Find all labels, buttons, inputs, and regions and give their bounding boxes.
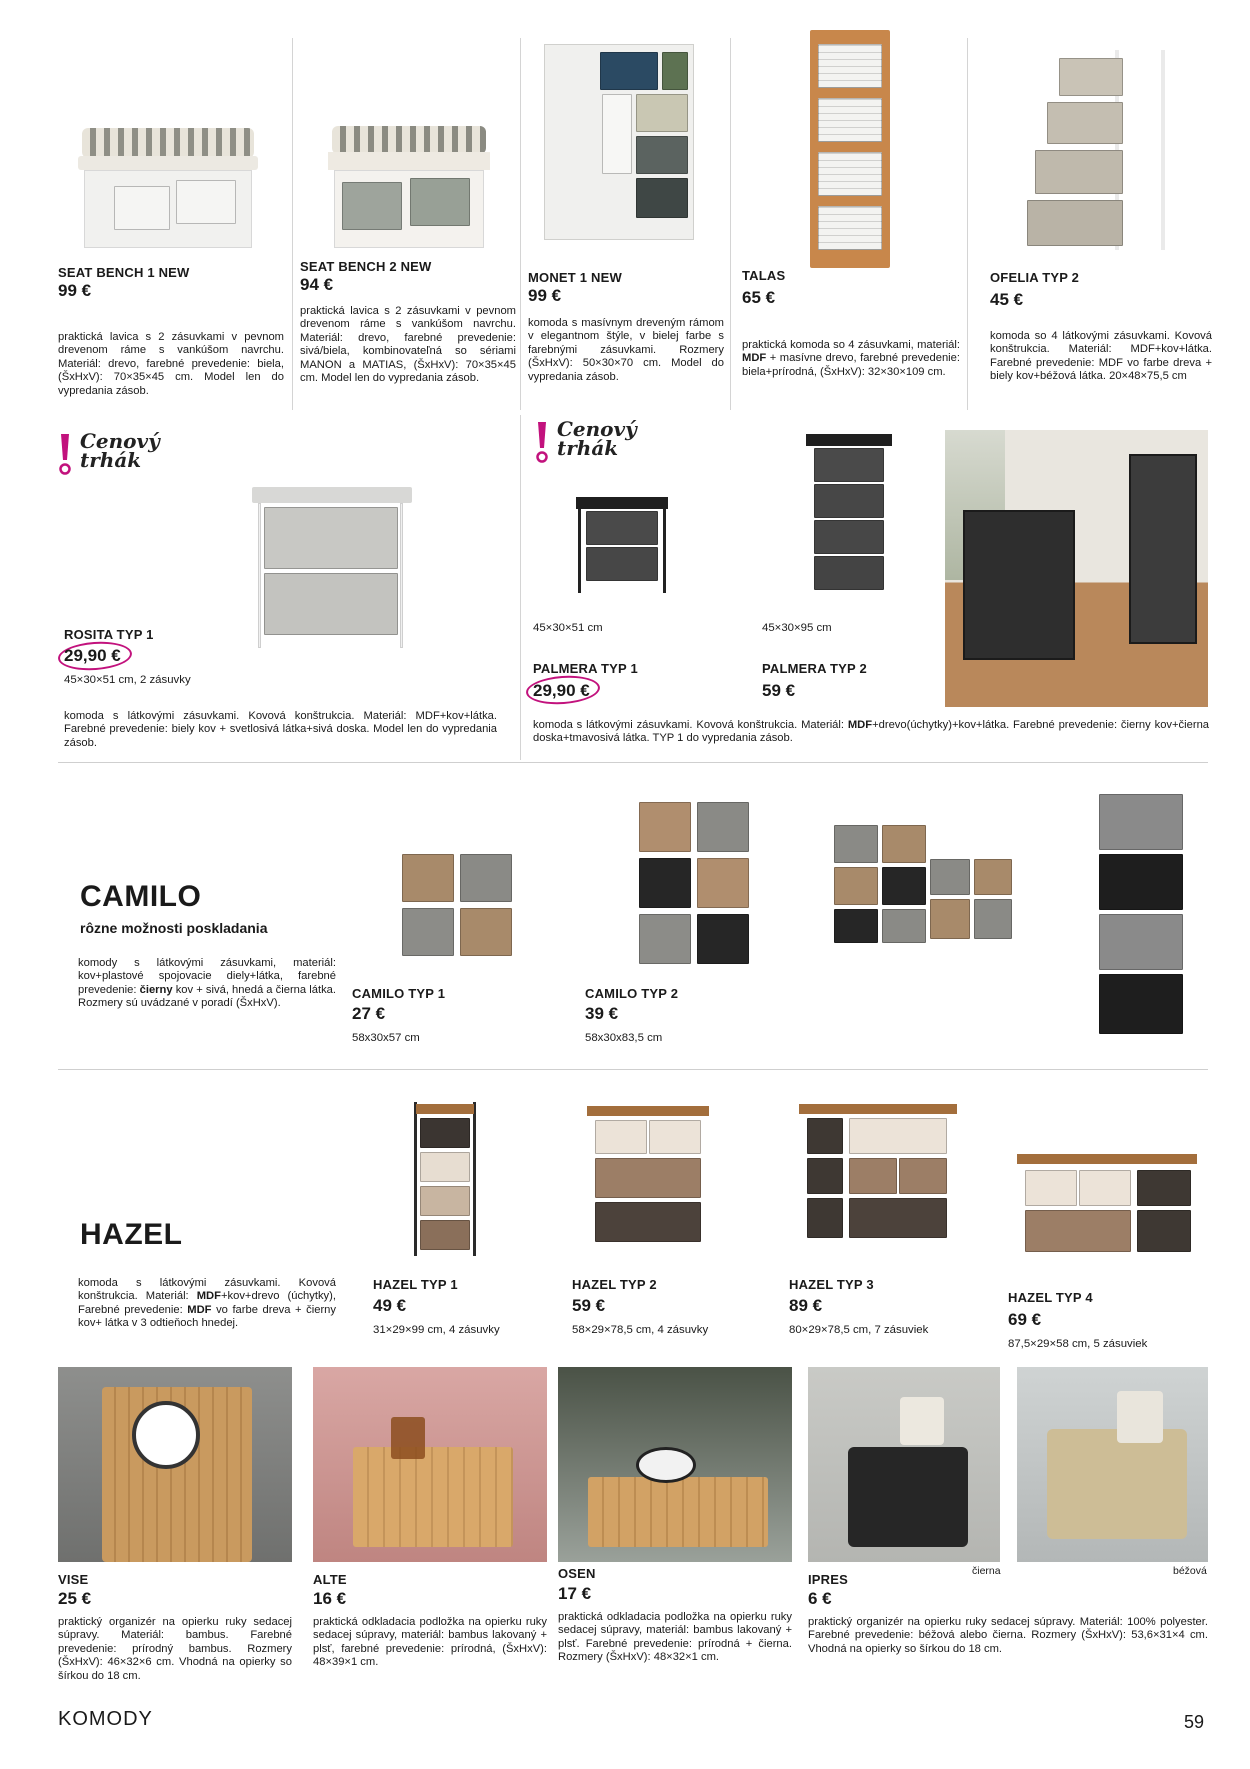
product-name: HAZEL TYP 3 xyxy=(789,1277,874,1292)
product-name: OSEN xyxy=(558,1566,596,1581)
hazel-3-image xyxy=(797,1100,959,1258)
footer-section-label: KOMODY xyxy=(58,1708,153,1730)
page-number: 59 xyxy=(1184,1712,1205,1732)
exclamation-icon xyxy=(535,420,549,464)
product-description: praktická odkladacia podložka na opierku ruky sedacej súpravy, materiál: bambus lakovaný + plsť. Farebné prevedenie: prírodná + čierna. Rozmery (ŠxHxV): 48×32×1 cm. xyxy=(558,1611,792,1664)
product-dimensions: 45×30×51 cm, 2 zásuvky xyxy=(64,674,191,686)
product-price: 65 € xyxy=(742,288,776,307)
camilo-combo-image xyxy=(830,815,1015,945)
section-description: komody s látkovými zásuvkami, materiál: kov+plastové spojovacie diely+látka, farebné prevedenie: čierny kov + sivá, hnedá a čierna látka. Rozmery sú uvádzané v poradí (ŠxHxV). xyxy=(78,957,337,1010)
product-description: praktická lavica s 2 zásuvkami v pevnom drevenom ráme s vankúšom navrchu. Materiál: drevo, farebné prevedenie: sivá/biela, kombinovateľná so sériami MANON a MATIAS, (ŠxHxV): 70×35×45 cm. Model len do vypredania zásob. xyxy=(300,305,516,385)
product-name: HAZEL TYP 4 xyxy=(1008,1290,1093,1305)
rosita-1-image xyxy=(250,485,415,653)
product-price: 49 € xyxy=(373,1296,407,1315)
product-price: 29,90 € xyxy=(533,681,590,700)
color-label: čierna xyxy=(972,1565,1001,1577)
product-name: MONET 1 NEW xyxy=(528,270,622,285)
section-subtitle: rôzne možnosti poskladania xyxy=(80,920,268,936)
product-description: komoda s masívnym dreveným rámom v elegantnom štýle, v bielej farbe s farebnými zásuvkami. Rozmery (ŠxHxV): 50×30×70 cm. Model do vypredania zásob. xyxy=(528,317,724,383)
price-hit-badge: Cenový trhák xyxy=(58,432,198,482)
product-price: 59 € xyxy=(572,1296,606,1315)
product-price: 39 € xyxy=(585,1004,619,1023)
exclamation-icon xyxy=(58,432,72,476)
ipres-black-photo xyxy=(808,1367,1000,1562)
hazel-2-image xyxy=(585,1102,711,1256)
product-dimensions: 58x30x83,5 cm xyxy=(585,1032,663,1044)
product-description: komoda so 4 látkovými zásuvkami. Kovová konštrukcia. Materiál: MDF+kov+látka. Farebné prevedenie: MDF vo farbe dreva + biely kov+béžová látka. 20×48×75,5 cm xyxy=(990,330,1212,383)
product-dimensions: 31×29×99 cm, 4 zásuvky xyxy=(373,1324,500,1336)
product-name: ROSITA TYP 1 xyxy=(64,627,154,642)
product-description: praktický organizér na opierku ruky sedacej súpravy. Materiál: bambus. Farebné prevedenie: prírodný bambus. Rozmery (ŠxHxV): 46×32×6 cm. Vhodná na opierky so šírkou do 18 cm. xyxy=(58,1616,292,1682)
product-price: 99 € xyxy=(58,281,92,300)
room-photo xyxy=(945,430,1208,707)
product-price: 99 € xyxy=(528,286,562,305)
vise-photo xyxy=(58,1367,292,1562)
product-name: SEAT BENCH 2 NEW xyxy=(300,259,432,274)
seat-bench-1-image xyxy=(78,128,258,256)
product-description: komoda s látkovými zásuvkami. Kovová konštrukcia. Materiál: MDF+kov+látka. Farebné prevedenie: biely kov + svetlosivá látka+sivá doska. Model len do vypredania zásob. xyxy=(64,710,497,749)
product-dimensions: 58x30x57 cm xyxy=(352,1032,420,1044)
product-dimensions: 45×30×95 cm xyxy=(762,622,832,634)
product-description: praktická komoda so 4 zásuvkami, materiál: MDF + masívne drevo, farebné prevedenie: biela+prírodná, (ŠxHxV): 32×30×109 cm. xyxy=(742,339,960,378)
section-title: CAMILO xyxy=(80,880,202,913)
hazel-4-image xyxy=(1015,1150,1200,1268)
product-name: CAMILO TYP 2 xyxy=(585,986,679,1001)
osen-photo xyxy=(558,1367,792,1562)
product-name: CAMILO TYP 1 xyxy=(352,986,446,1001)
alte-photo xyxy=(313,1367,547,1562)
camilo-tall-image xyxy=(1095,790,1187,1040)
product-price: 29,90 € xyxy=(64,646,121,665)
product-name: TALAS xyxy=(742,268,786,283)
product-name: ALTE xyxy=(313,1572,347,1587)
product-price: 94 € xyxy=(300,275,334,294)
talas-image xyxy=(806,30,896,270)
monet-1-image xyxy=(540,40,700,245)
section-title: HAZEL xyxy=(80,1218,183,1251)
palmera-1-image xyxy=(572,495,672,595)
product-price: 6 € xyxy=(808,1589,832,1608)
product-description: praktická lavica s 2 zásuvkami v pevnom drevenom ráme s vankúšom navrchu. Materiál: drevo, farebné prevedenie: biela, (ŠxHxV): 70×35×45 cm. Model len do vypredania zásob. xyxy=(58,331,284,397)
product-price: 16 € xyxy=(313,1589,347,1608)
product-price: 27 € xyxy=(352,1004,386,1023)
product-price: 45 € xyxy=(990,290,1024,309)
product-dimensions: 45×30×51 cm xyxy=(533,622,603,634)
product-name: HAZEL TYP 1 xyxy=(373,1277,458,1292)
ofelia-2-image xyxy=(1025,50,1175,260)
product-price: 59 € xyxy=(762,681,796,700)
product-description: komoda s látkovými zásuvkami. Kovová konštrukcia. Materiál: MDF+drevo(úchytky)+kov+látka. Farebné prevedenie: čierny kov+čierna doska+tmavosivá látka. TYP 1 do vypredania zásob. xyxy=(533,719,1210,745)
product-name: PALMERA TYP 1 xyxy=(533,661,638,676)
product-name: VISE xyxy=(58,1572,89,1587)
product-dimensions: 80×29×78,5 cm, 7 zásuviek xyxy=(789,1324,929,1336)
camilo-2-image xyxy=(635,798,755,968)
color-label: béžová xyxy=(1173,1565,1207,1577)
product-name: PALMERA TYP 2 xyxy=(762,661,867,676)
product-price: 25 € xyxy=(58,1589,92,1608)
ipres-beige-photo xyxy=(1017,1367,1208,1562)
product-dimensions: 87,5×29×58 cm, 5 zásuviek xyxy=(1008,1338,1148,1350)
product-description: praktická odkladacia podložka na opierku ruky sedacej súpravy, materiál: bambus lakovaný + plsť, farebné prevedenie: prírodná, (ŠxHxV): 48×39×1 cm. xyxy=(313,1616,547,1669)
camilo-1-image xyxy=(398,850,516,960)
product-name: SEAT BENCH 1 NEW xyxy=(58,265,190,280)
seat-bench-2-image xyxy=(328,126,490,254)
product-dimensions: 58×29×78,5 cm, 4 zásuvky xyxy=(572,1324,709,1336)
product-name: IPRES xyxy=(808,1572,849,1587)
product-name: HAZEL TYP 2 xyxy=(572,1277,657,1292)
product-name: OFELIA TYP 2 xyxy=(990,270,1080,285)
product-description: praktický organizér na opierku ruky sedacej súpravy. Materiál: 100% polyester. Farebné prevedenie: béžová alebo čierna. Rozmery (ŠxHxV): 53,6×31×4 cm. Vhodná na opierky so šírkou do 18 cm. xyxy=(808,1616,1208,1655)
palmera-2-image xyxy=(804,432,894,597)
price-hit-badge: Cenový trhák xyxy=(535,420,675,470)
product-price: 89 € xyxy=(789,1296,823,1315)
hazel-1-image xyxy=(412,1100,478,1258)
product-price: 17 € xyxy=(558,1584,592,1603)
section-description: komoda s látkovými zásuvkami. Kovová konštrukcia. Materiál: MDF+kov+drevo (úchytky), Farebné prevedenie: MDF vo farbe dreva + čierny kov+ látka v 3 odtieňoch hnedej. xyxy=(78,1277,336,1330)
product-price: 69 € xyxy=(1008,1310,1042,1329)
